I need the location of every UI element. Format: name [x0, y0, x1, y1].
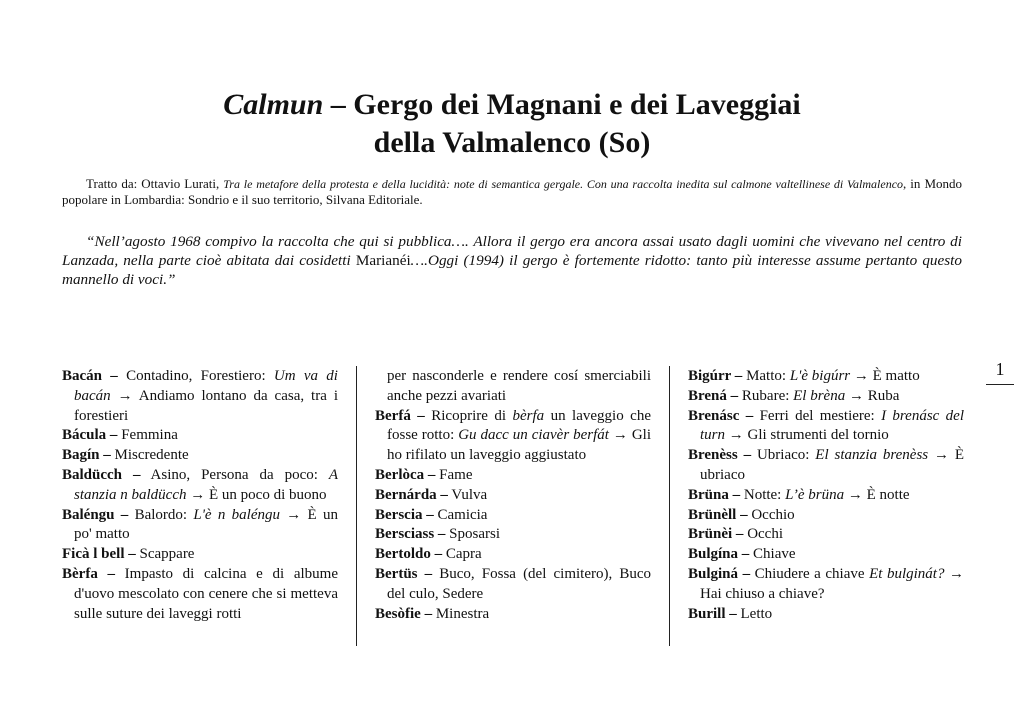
entry-definition: Vulva — [447, 486, 488, 503]
entry-head: Berlòca – — [375, 466, 436, 483]
glossary-entry — [62, 506, 338, 546]
glossary-entry — [375, 545, 651, 565]
entry-head: Bigúrr – — [688, 368, 743, 384]
entry-head: Bersciass – — [375, 526, 446, 543]
glossary-column-3 — [688, 367, 964, 624]
glossary-entry — [688, 446, 964, 486]
entry-head: Brüna – — [688, 486, 741, 503]
entry-example: El brèna — [793, 387, 846, 404]
entry-definition: Contadino, Forestiero: — [117, 368, 274, 384]
entry-head: Berscia – — [375, 506, 434, 523]
entry-head: Bernárda – — [375, 486, 448, 503]
glossary-entry — [688, 605, 964, 625]
entry-head: Burill – — [688, 605, 737, 622]
glossary-entry — [375, 525, 651, 545]
glossary-entry — [688, 506, 964, 526]
entry-continuation: per nasconderle e rendere cosí smerciabili anche pezzi avariati — [387, 368, 651, 404]
entry-definition: Sposarsi — [445, 526, 501, 543]
glossary-entry — [62, 367, 338, 426]
glossary-entry — [688, 525, 964, 545]
entry-head: Bèrfa – — [62, 565, 115, 582]
glossary-entry — [688, 407, 964, 447]
entry-head: Baléngu – — [62, 506, 129, 523]
glossary-column-2 — [375, 367, 651, 624]
intro-quote — [62, 232, 962, 289]
glossary-entry — [62, 446, 338, 466]
entry-example: I brenásc del turn — [700, 407, 964, 444]
glossary-entry — [62, 545, 338, 565]
page-title — [0, 86, 1024, 162]
entry-head: Brünèll – — [688, 506, 748, 523]
entry-head: Bulginá – — [688, 565, 751, 582]
entry-example: A stanzia n baldücch — [74, 466, 339, 503]
entry-definition: Ferri del mestiere: — [753, 407, 882, 424]
entry-definition: Miscredente — [110, 447, 189, 464]
glossary-entry — [688, 486, 964, 506]
source-work: Tra le metafore della protesta e della lucidità: note di semantica gergale. Con una raccolta inedita sul calmone valtellinese di Valmalenco — [223, 177, 904, 191]
title-rest: – Gergo dei Magnani e dei Laveggiai — [323, 88, 801, 121]
entry-definition: Ubriaco: — [751, 447, 816, 464]
entry-example: Et bulginát? — [869, 565, 945, 582]
entry-example: L'è bigúrr — [789, 368, 851, 384]
page-number: 1 — [986, 358, 1014, 385]
entry-definition: Asino, Persona da poco: — [140, 466, 329, 483]
glossary-entry — [375, 367, 651, 407]
quote-part2: ….Oggi (1994) il gergo è fortemente ridotto: tanto più interesse assume pertanto questo mannello di voci.” — [62, 252, 962, 288]
glossary-entry — [375, 605, 651, 625]
glossary-entry — [62, 466, 338, 506]
entry-translation: → Ruba — [845, 387, 900, 404]
glossary-entry — [62, 565, 338, 624]
entry-head: Bagín – — [62, 447, 111, 464]
entry-definition: Chiudere a chiave — [750, 565, 870, 582]
glossary-entry — [62, 426, 338, 446]
entry-example: Um va di bacán — [74, 368, 338, 404]
entry-definition: Matto: — [742, 368, 790, 384]
entry-definition: Occhio — [747, 506, 795, 523]
glossary-entry — [688, 545, 964, 565]
entry-head: Berfá – — [375, 407, 425, 424]
entry-head: Bertoldo – — [375, 546, 443, 563]
entry-definition: Rubare: — [738, 387, 794, 404]
glossary-entry — [375, 506, 651, 526]
quote-upright: Marianéi — [355, 252, 411, 269]
glossary-entry — [375, 407, 651, 466]
entry-definition: Capra — [442, 546, 482, 563]
entry-example: El stanzia brenèss — [815, 447, 929, 464]
entry-definition: Buco, Fossa (del cimitero), Buco del culo, Sedere — [387, 565, 652, 602]
glossary-entry — [375, 486, 651, 506]
entry-definition: Notte: — [740, 486, 786, 503]
entry-translation: → Hai chiuso a chiave? — [700, 565, 965, 602]
entry-definition: Ricoprire di — [424, 407, 513, 424]
entry-definition: Fame — [435, 466, 473, 483]
glossary-entry — [688, 565, 964, 605]
source-prefix: Tratto da: Ottavio Lurati, — [86, 176, 224, 191]
source-citation — [62, 176, 962, 208]
entry-head: Ficà l bell – — [62, 546, 136, 563]
quote-part1: “Nell’agosto 1968 compivo la raccolta che qui si pubblica…. Allora il gergo era ancora assai usato dagli uomini che vivevano nel centro di Lanzada, nella parte cioè abitata dai cosidetti — [62, 233, 962, 269]
entry-example: L’è brüna — [785, 486, 845, 503]
source-suffix: , in Mondo popolare in Lombardia: Sondrio e il suo territorio, Silvana Editoriale. — [62, 176, 963, 207]
entry-example: bèrfa — [512, 407, 545, 424]
entry-translation: → È un poco di buono — [186, 486, 327, 503]
column-divider — [669, 366, 670, 646]
entry-head: Bacán – — [62, 368, 118, 384]
entry-definition: Femmina — [117, 427, 178, 444]
entry-definition: Balordo: — [128, 506, 194, 523]
entry-head: Brünèi – — [688, 526, 744, 543]
entry-head: Brenásc – — [688, 407, 754, 424]
entry-head: Bertüs – — [375, 565, 433, 582]
entry-translation: → È ubriaco — [700, 447, 964, 483]
entry-definition: Scappare — [135, 546, 195, 563]
entry-translation: → Andiamo lontano da casa, tra i forestieri — [74, 387, 338, 424]
entry-definition: Camicia — [433, 506, 488, 523]
entry-head: Besòfie – — [375, 605, 433, 622]
entry-translation: un laveggio che fosse rotto: — [387, 407, 651, 444]
glossary-entry — [688, 367, 964, 387]
entry-example: L'è n baléngu — [193, 506, 280, 523]
glossary-entry — [375, 466, 651, 486]
entry-definition: Impasto di calcina e di albume d'uovo mescolato con cenere che si metteva sulle suture dei laveggi rotti — [74, 565, 338, 622]
glossary-entry — [688, 387, 964, 407]
entry-head: Baldücch – — [62, 466, 141, 483]
entry-head: Bácula – — [62, 427, 118, 444]
title-italic: Calmun — [223, 88, 324, 121]
title-line2: della Valmalenco (So) — [373, 126, 651, 159]
entry-translation: → È notte — [844, 486, 910, 503]
glossary-entry — [375, 565, 651, 605]
entry-definition: Minestra — [432, 605, 490, 622]
entry-head: Brenèss – — [688, 447, 752, 464]
entry-head: Bulgína – — [688, 546, 750, 563]
entry-definition: Letto — [736, 605, 773, 622]
entry-definition: Occhi — [743, 526, 784, 543]
entry-translation: → È matto — [850, 368, 920, 384]
glossary-column-1 — [62, 367, 338, 624]
entry-translation: → Gli strumenti del tornio — [725, 427, 889, 444]
entry-translation: → Gli ho rifilato un laveggio aggiustato — [387, 427, 652, 464]
entry-translation: → È un po' matto — [74, 506, 338, 543]
column-divider — [356, 366, 357, 646]
entry-definition: Chiave — [749, 546, 796, 563]
entry-example: Gu dacc un ciavèr berfát — [458, 427, 609, 444]
entry-head: Brená – — [688, 387, 739, 404]
